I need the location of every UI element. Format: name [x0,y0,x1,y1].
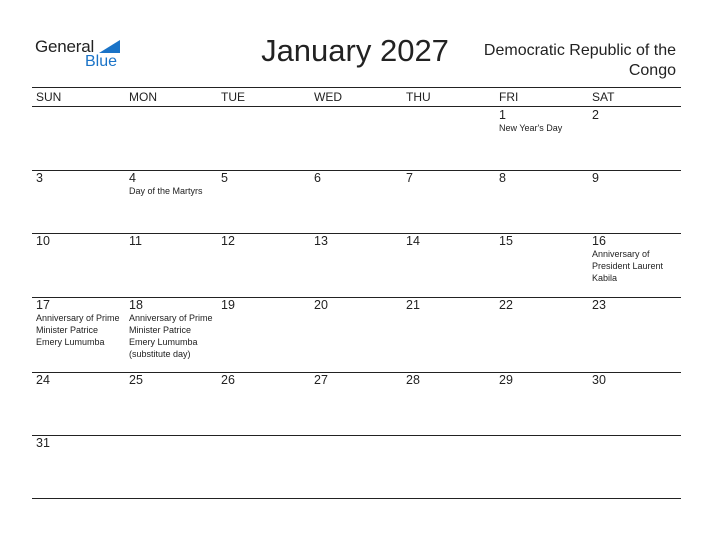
day-cell [221,373,311,387]
weekday-header-wed: WED [314,90,342,104]
day-number: 12 [221,234,235,248]
day-number: 24 [36,373,50,387]
holiday-label: Anniversary of Prime Minister Patrice Emery Lumumba [36,313,120,347]
calendar-title: January 2027 [261,33,449,68]
day-cell [314,373,404,387]
day-number: 22 [499,298,513,312]
day-number: 14 [406,234,420,248]
day-number: 20 [314,298,328,312]
day-cell [406,171,496,185]
day-number: 26 [221,373,235,387]
country-name: Democratic Republic of the Congo [483,42,676,79]
day-number: 17 [36,298,50,312]
day-number: 11 [129,234,142,248]
weekday-header-mon: MON [129,90,157,104]
day-number: 5 [221,171,228,185]
logo-blue-text: Blue [85,53,118,70]
day-cell [129,298,219,360]
day-cell [592,108,682,122]
day-number: 9 [592,171,599,185]
day-cell [314,234,404,248]
day-number: 1 [499,108,506,122]
day-number: 4 [129,171,136,185]
day-number: 13 [314,234,328,248]
day-number: 7 [406,171,413,185]
holiday-label: Anniversary of Prime Minister Patrice Emery Lumumba (substitute day) [129,313,213,359]
header-top-rule [32,87,681,88]
day-number: 8 [499,171,506,185]
day-cell [499,373,589,387]
day-cell [221,234,311,248]
logo-triangle-icon [99,40,120,53]
day-cell [36,171,126,185]
week-row-rule [32,498,681,499]
day-cell [406,373,496,387]
day-number: 19 [221,298,235,312]
day-number: 16 [592,234,606,248]
day-cell [499,171,589,185]
weekday-header-tue: TUE [221,90,245,104]
day-cell [592,234,682,284]
weekday-header-fri: FRI [499,90,519,104]
day-cell [36,298,126,348]
day-number: 2 [592,108,599,122]
day-number: 27 [314,373,328,387]
day-cell [314,298,404,312]
day-cell [129,171,219,197]
day-cell [499,108,589,134]
day-number: 25 [129,373,143,387]
day-number: 10 [36,234,50,248]
day-number: 18 [129,298,143,312]
day-cell [314,171,404,185]
holiday-label: New Year's Day [499,123,563,133]
day-number: 6 [314,171,321,185]
week-row-rule [32,435,681,436]
day-number: 23 [592,298,606,312]
day-cell [221,298,311,312]
day-cell [36,436,126,450]
day-number: 29 [499,373,513,387]
weekday-header-sat: SAT [592,90,615,104]
weekday-header-thu: THU [406,90,431,104]
day-number: 30 [592,373,606,387]
day-cell [129,373,219,387]
holiday-label: Day of the Martyrs [129,186,203,196]
day-cell [36,234,126,248]
day-cell [129,234,219,248]
holiday-label: Anniversary of President Laurent Kabila [592,249,664,283]
day-number: 31 [36,436,50,450]
day-cell [221,171,311,185]
day-cell [499,298,589,312]
day-cell [36,373,126,387]
generalblue-logo [35,37,135,73]
day-cell [592,298,682,312]
day-number: 28 [406,373,420,387]
day-cell [499,234,589,248]
day-number: 3 [36,171,43,185]
weekday-header-sun: SUN [36,90,62,104]
day-cell [592,373,682,387]
day-cell [406,234,496,248]
day-cell [592,171,682,185]
day-cell [406,298,496,312]
header-bottom-rule [32,106,681,107]
day-number: 15 [499,234,513,248]
logo-general-text: General [35,37,95,56]
day-number: 21 [406,298,420,312]
